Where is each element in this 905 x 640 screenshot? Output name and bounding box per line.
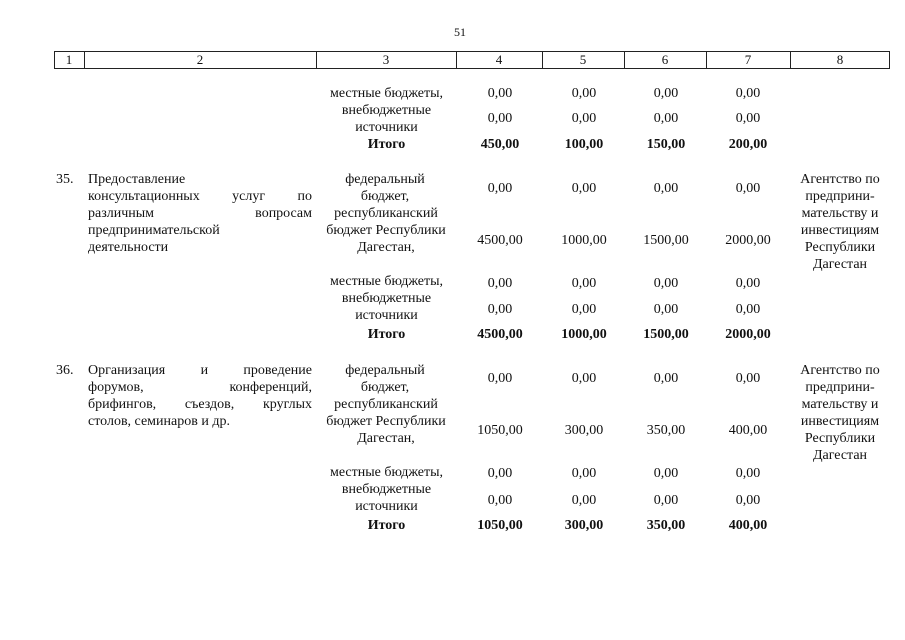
value-cell: 4500,00 bbox=[477, 233, 523, 248]
header-cell-2: 2 bbox=[196, 52, 204, 67]
value-cell: 0,00 bbox=[571, 111, 597, 126]
value-cell: 0,00 bbox=[653, 111, 679, 126]
value-cell: 1500,00 bbox=[643, 233, 689, 248]
row-description-line: столов, семинаров и др. bbox=[88, 414, 230, 429]
value-cell: 0,00 bbox=[735, 86, 761, 101]
executor-cell: Агентство по предприни-мательству и инвестициям Республики Дагестан bbox=[800, 363, 880, 463]
value-cell: 0,00 bbox=[735, 181, 761, 196]
value-cell: 0,00 bbox=[487, 466, 513, 481]
header-divider bbox=[456, 51, 457, 68]
value-cell: 300,00 bbox=[564, 423, 604, 438]
value-cell: 0,00 bbox=[487, 371, 513, 386]
total-value-cell: 150,00 bbox=[646, 137, 686, 152]
header-cell-1: 1 bbox=[65, 52, 73, 67]
total-value-cell: 1500,00 bbox=[643, 327, 689, 342]
value-cell: 0,00 bbox=[735, 466, 761, 481]
row-description-line: брифингов, съездов, круглых bbox=[88, 397, 312, 412]
value-cell: 0,00 bbox=[571, 86, 597, 101]
header-divider bbox=[624, 51, 625, 68]
row-description-line: Организация и проведение bbox=[88, 363, 312, 378]
row-number: 35. bbox=[56, 172, 74, 187]
header-divider bbox=[316, 51, 317, 68]
value-cell: 0,00 bbox=[487, 111, 513, 126]
header-divider bbox=[889, 51, 890, 68]
value-cell: 0,00 bbox=[571, 302, 597, 317]
value-cell: 0,00 bbox=[487, 86, 513, 101]
value-cell: 0,00 bbox=[653, 276, 679, 291]
source-local-label: местные бюджеты, bbox=[329, 274, 444, 289]
value-cell: 0,00 bbox=[487, 276, 513, 291]
row-description-line: различным вопросам bbox=[88, 206, 312, 221]
value-cell: 0,00 bbox=[653, 371, 679, 386]
value-cell: 0,00 bbox=[653, 466, 679, 481]
total-value-cell: 4500,00 bbox=[477, 327, 523, 342]
source-offbudget-label: внебюджетные источники bbox=[341, 482, 432, 514]
total-value-cell: 350,00 bbox=[646, 518, 686, 533]
source-offbudget-label: внебюджетные источники bbox=[341, 103, 432, 135]
value-cell: 0,00 bbox=[735, 276, 761, 291]
header-bottom-rule bbox=[54, 68, 890, 69]
value-cell: 0,00 bbox=[735, 111, 761, 126]
header-divider bbox=[54, 51, 55, 68]
total-value-cell: 100,00 bbox=[564, 137, 604, 152]
value-cell: 1000,00 bbox=[561, 233, 607, 248]
row-description-line: предпринимательской bbox=[88, 223, 220, 238]
header-divider bbox=[84, 51, 85, 68]
header-cell-3: 3 bbox=[382, 52, 390, 67]
value-cell: 0,00 bbox=[571, 276, 597, 291]
value-cell: 0,00 bbox=[735, 371, 761, 386]
value-cell: 0,00 bbox=[571, 466, 597, 481]
value-cell: 0,00 bbox=[653, 181, 679, 196]
source-republic-label: республиканский бюджет Республики Дагестан, bbox=[326, 397, 446, 446]
header-cell-8: 8 bbox=[836, 52, 844, 67]
value-cell: 0,00 bbox=[487, 302, 513, 317]
value-cell: 1050,00 bbox=[477, 423, 523, 438]
value-cell: 0,00 bbox=[487, 181, 513, 196]
header-cell-6: 6 bbox=[661, 52, 669, 67]
total-value-cell: 2000,00 bbox=[725, 327, 771, 342]
total-label: Итого bbox=[367, 327, 406, 342]
header-cell-4: 4 bbox=[495, 52, 503, 67]
value-cell: 0,00 bbox=[571, 493, 597, 508]
total-label: Итого bbox=[367, 137, 406, 152]
value-cell: 400,00 bbox=[728, 423, 768, 438]
total-value-cell: 1050,00 bbox=[477, 518, 523, 533]
source-local-label: местные бюджеты, bbox=[329, 86, 444, 101]
value-cell: 0,00 bbox=[735, 302, 761, 317]
source-offbudget-label: внебюджетные источники bbox=[341, 291, 432, 323]
executor-cell: Агентство по предприни-мательству и инвестициям Республики Дагестан bbox=[800, 172, 880, 272]
source-republic-label: республиканский бюджет Республики Дагестан, bbox=[326, 206, 446, 255]
row-description-line: Предоставление bbox=[88, 172, 186, 187]
row-description-line: деятельности bbox=[88, 240, 169, 255]
total-value-cell: 450,00 bbox=[480, 137, 520, 152]
total-value-cell: 1000,00 bbox=[561, 327, 607, 342]
source-federal-label: федеральный бюджет, bbox=[345, 363, 425, 395]
row-number: 36. bbox=[56, 363, 74, 378]
total-value-cell: 300,00 bbox=[564, 518, 604, 533]
value-cell: 2000,00 bbox=[725, 233, 771, 248]
page-number: 51 bbox=[454, 25, 466, 39]
value-cell: 0,00 bbox=[653, 302, 679, 317]
value-cell: 0,00 bbox=[571, 181, 597, 196]
header-divider bbox=[706, 51, 707, 68]
header-divider bbox=[790, 51, 791, 68]
header-divider bbox=[542, 51, 543, 68]
source-federal-label: федеральный бюджет, bbox=[345, 172, 425, 204]
total-label: Итого bbox=[367, 518, 406, 533]
source-local-label: местные бюджеты, bbox=[329, 465, 444, 480]
value-cell: 0,00 bbox=[571, 371, 597, 386]
row-description-line: консультационных услуг по bbox=[88, 189, 312, 204]
row-description-line: форумов, конференций, bbox=[88, 380, 312, 395]
value-cell: 0,00 bbox=[653, 86, 679, 101]
header-cell-5: 5 bbox=[579, 52, 587, 67]
header-cell-7: 7 bbox=[744, 52, 752, 67]
value-cell: 0,00 bbox=[735, 493, 761, 508]
value-cell: 350,00 bbox=[646, 423, 686, 438]
value-cell: 0,00 bbox=[653, 493, 679, 508]
total-value-cell: 400,00 bbox=[728, 518, 768, 533]
value-cell: 0,00 bbox=[487, 493, 513, 508]
total-value-cell: 200,00 bbox=[728, 137, 768, 152]
